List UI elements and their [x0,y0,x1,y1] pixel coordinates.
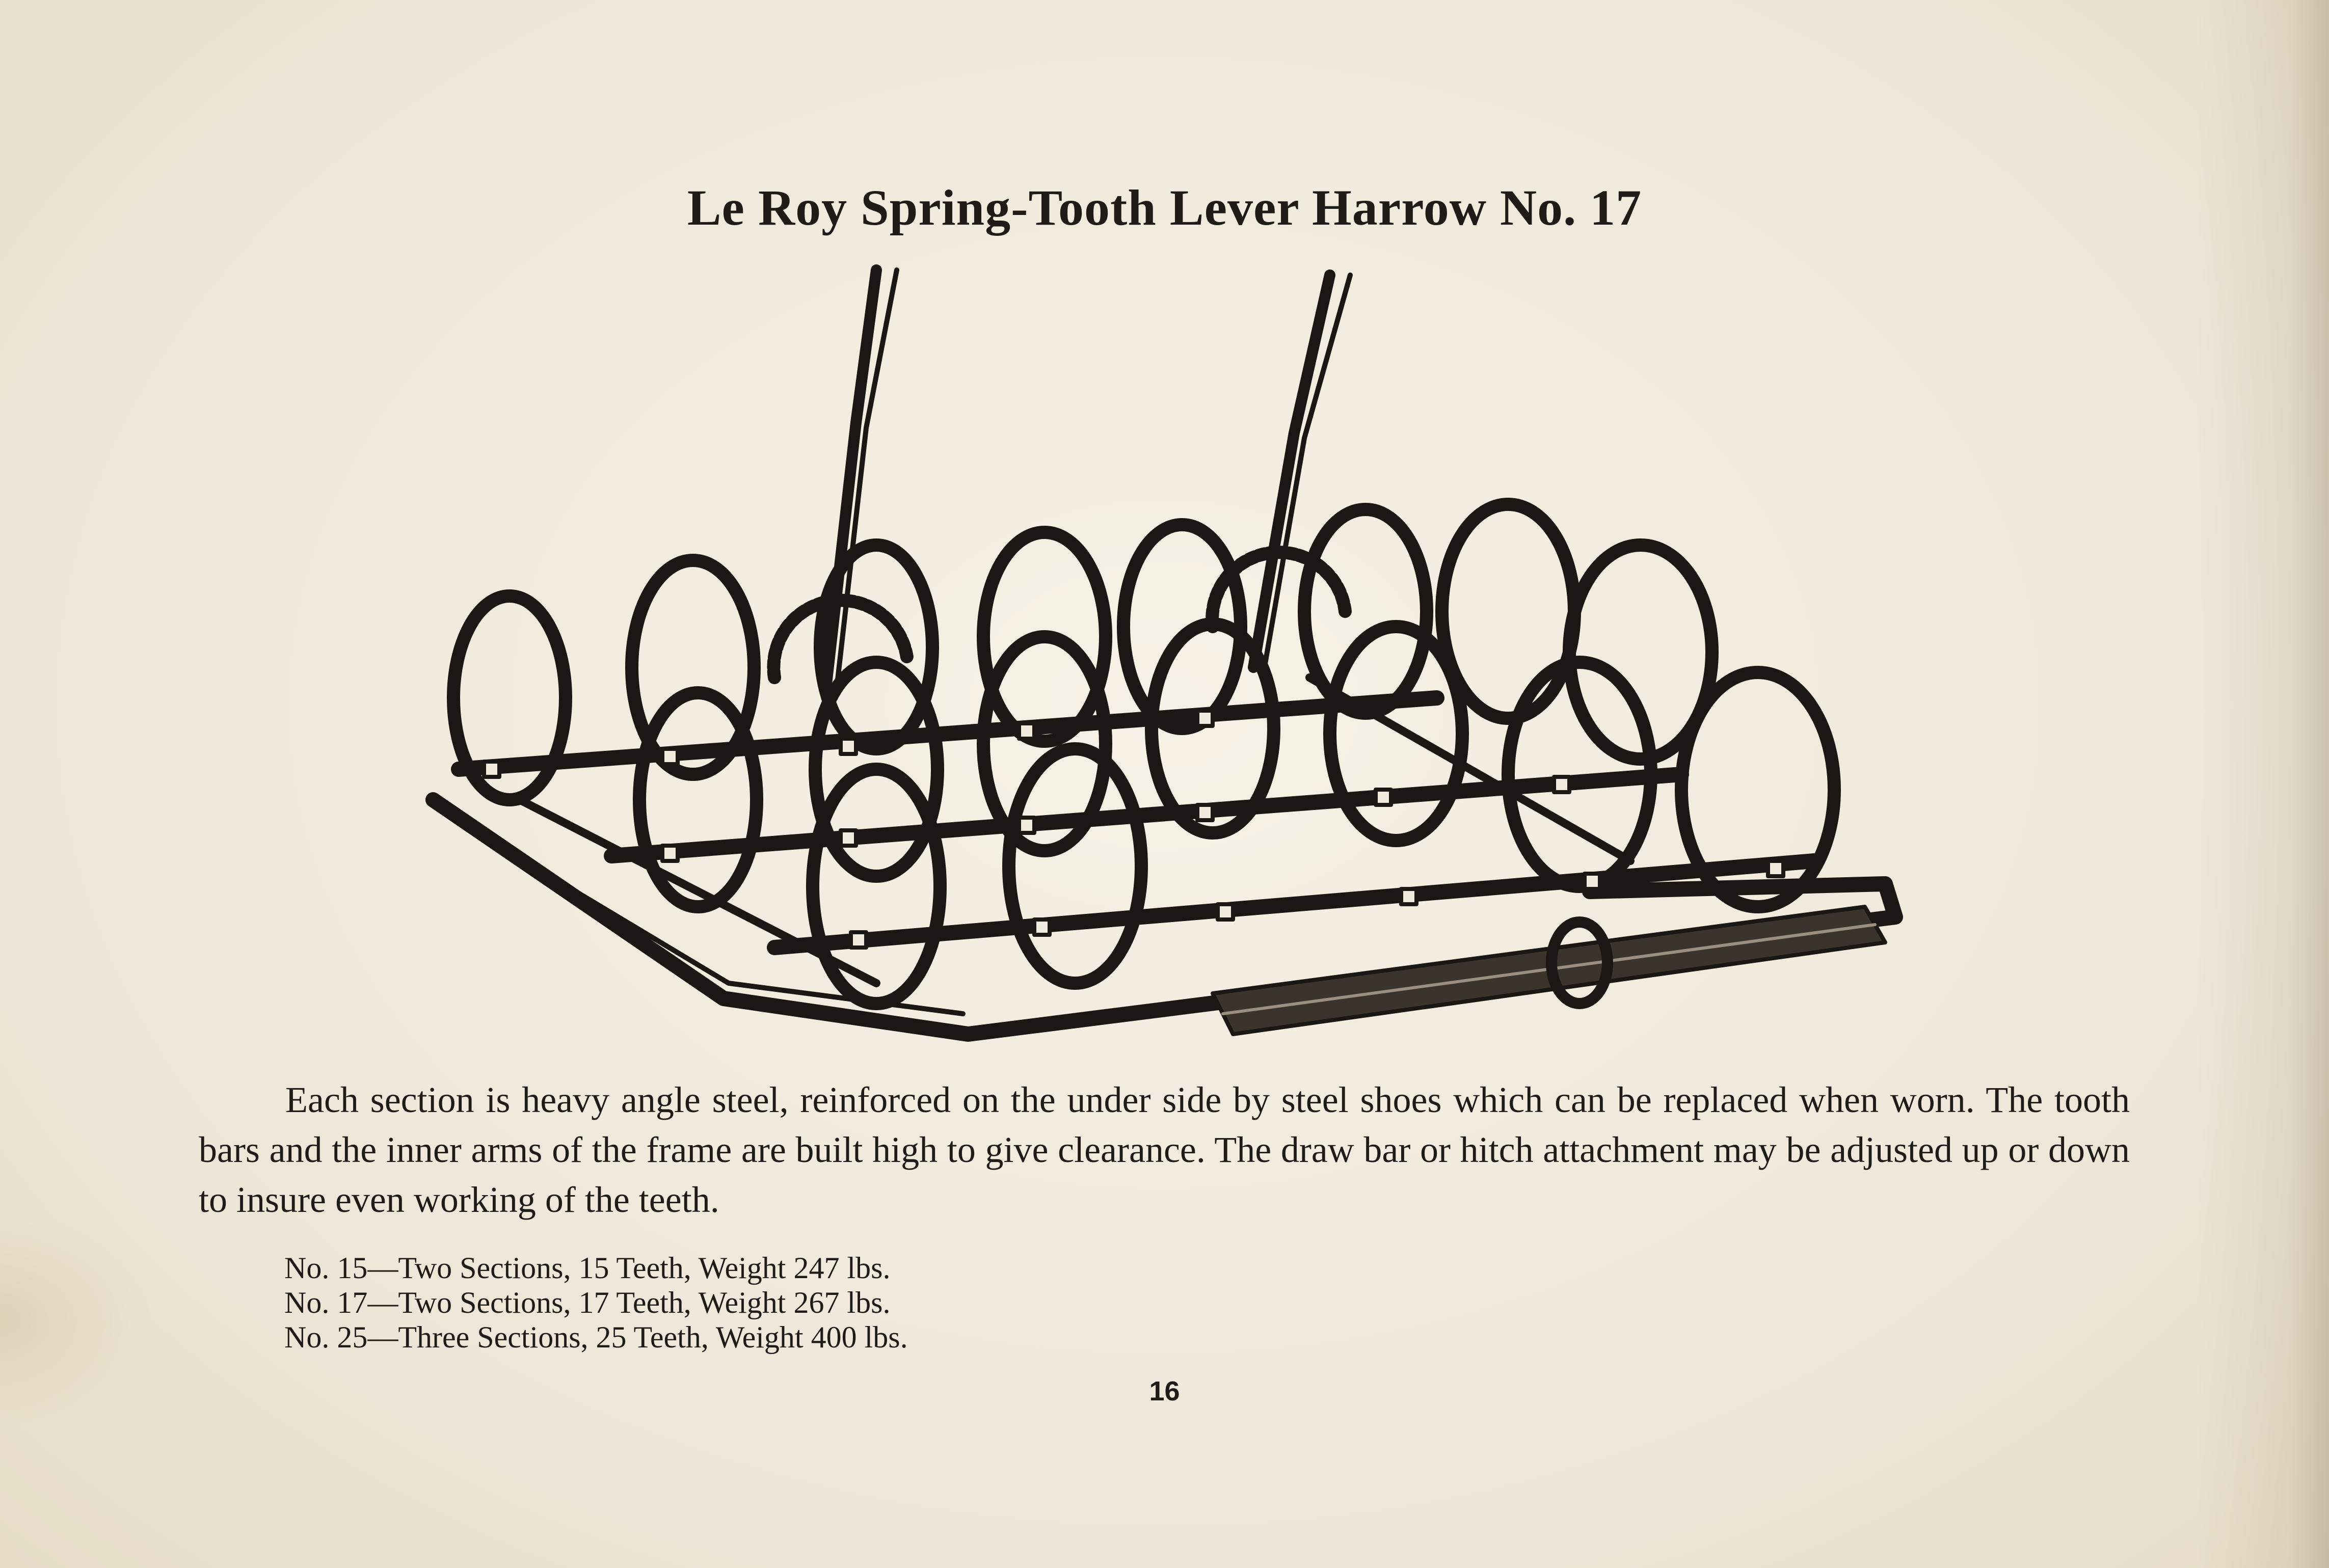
harrow-illustration [418,260,1926,1065]
spec-line-no-25: No. 25—Three Sections, 25 Teeth, Weight 400 lbs. [284,1320,908,1354]
spec-list [284,1251,1303,1355]
page-title: Le Roy Spring-Tooth Lever Harrow No. 17 [687,179,1642,236]
page-number: 16 [1149,1376,1180,1407]
lever-left [825,270,876,693]
tooth-bar [459,698,1437,769]
spec-line-no-15: No. 15—Two Sections, 15 Teeth, Weight 247 lbs. [284,1251,891,1285]
lever-right [1253,275,1330,667]
description-paragraph: Each section is heavy angle steel, reinforced on the under side by steel shoes which can be replaced when worn. The tooth bars and the inner arms of the frame are built high to give clearance. The draw bar or hitch attachment may be adjusted up or down to insure even working of the teeth. [199,1079,2130,1220]
spec-line-no-17: No. 17—Two Sections, 17 Teeth, Weight 267 lbs. [284,1286,891,1319]
